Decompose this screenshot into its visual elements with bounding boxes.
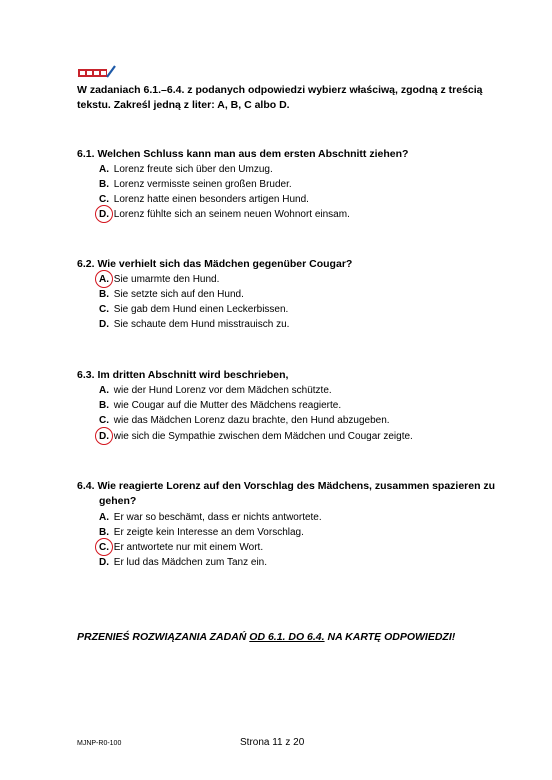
- option-letter: B.: [99, 179, 109, 190]
- question-6-3-title: [77, 368, 497, 383]
- question-number: 6.2.: [77, 258, 95, 270]
- option-6-4-a[interactable]: [99, 511, 322, 525]
- option-letter: D.: [99, 431, 109, 442]
- option-6-2-a[interactable]: [99, 273, 219, 287]
- option-text: wie der Hund Lorenz vor dem Mädchen schützte.: [113, 385, 332, 396]
- option-text: wie sich die Sympathie zwischen dem Mädchen und Cougar zeigte.: [113, 431, 413, 442]
- answer-circle: [95, 538, 113, 556]
- option-letter: D.: [99, 557, 109, 568]
- option-6-1-c[interactable]: [99, 193, 309, 207]
- option-6-2-c[interactable]: [99, 303, 288, 317]
- question-6-1-title: [77, 147, 497, 162]
- option-letter: C.: [99, 304, 109, 315]
- option-6-2-d[interactable]: [99, 318, 289, 332]
- note-part3: NA KARTĘ ODPOWIEDZI!: [324, 631, 456, 643]
- question-6-4-title: [77, 479, 497, 509]
- option-letter: C.: [99, 194, 109, 205]
- question-6-2-title: [77, 257, 497, 272]
- option-text: wie Cougar auf die Mutter des Mädchens reagierte.: [113, 400, 342, 411]
- note-part1: PRZENIEŚ ROZWIĄZANIA ZADAŃ: [77, 631, 250, 643]
- option-6-1-b[interactable]: [99, 178, 292, 192]
- question-number: 6.1.: [77, 148, 95, 160]
- option-6-4-d[interactable]: [99, 556, 267, 570]
- option-6-3-d[interactable]: [99, 430, 413, 444]
- option-6-3-a[interactable]: [99, 384, 332, 398]
- option-letter: B.: [99, 400, 109, 411]
- question-text-continued: gehen?: [99, 495, 137, 507]
- question-number: 6.4.: [77, 480, 95, 492]
- option-text: Er lud das Mädchen zum Tanz ein.: [113, 557, 268, 568]
- instruction-line1: W zadaniach 6.1.–6.4. z podanych odpowiedzi wybierz właściwą, zgodną z treścią: [77, 84, 483, 96]
- option-letter: C.: [99, 415, 109, 426]
- option-6-1-d[interactable]: [99, 208, 350, 222]
- exam-code: MJNP-R0-100: [77, 740, 122, 747]
- question-text: Wie reagierte Lorenz auf den Vorschlag des Mädchens, zusammen spazieren zu: [97, 480, 496, 492]
- transfer-answers-note: [77, 631, 487, 643]
- page-number: Strona 11 z 20: [240, 737, 305, 748]
- answer-circle: [95, 427, 113, 445]
- option-text: Lorenz freute sich über den Umzug.: [113, 164, 273, 175]
- question-text: Im dritten Abschnitt wird beschrieben,: [97, 369, 289, 381]
- option-letter: A.: [99, 385, 109, 396]
- option-text: Sie schaute dem Hund misstrauisch zu.: [113, 319, 290, 330]
- question-number: 6.3.: [77, 369, 95, 381]
- instruction-line2: tekstu. Zakreśl jedną z liter: A, B, C albo D.: [77, 99, 290, 111]
- option-text: Sie setzte sich auf den Hund.: [113, 289, 244, 300]
- option-letter: A.: [99, 274, 109, 285]
- option-text: Er war so beschämt, dass er nichts antwortete.: [113, 512, 322, 523]
- option-6-4-c[interactable]: [99, 541, 263, 555]
- option-6-3-c[interactable]: [99, 414, 390, 428]
- answer-circle: [95, 270, 113, 288]
- option-text: Sie umarmte den Hund.: [113, 274, 220, 285]
- exam-task-icon: [77, 65, 117, 79]
- option-6-3-b[interactable]: [99, 399, 341, 413]
- option-6-2-b[interactable]: [99, 288, 244, 302]
- option-letter: C.: [99, 542, 109, 553]
- option-text: Lorenz hatte einen besonders artigen Hund.: [113, 194, 309, 205]
- option-letter: D.: [99, 209, 109, 220]
- option-6-4-b[interactable]: [99, 526, 304, 540]
- option-text: Er zeigte kein Interesse an dem Vorschlag.: [113, 527, 304, 538]
- option-text: Sie gab dem Hund einen Leckerbissen.: [113, 304, 289, 315]
- option-text: Lorenz vermisste seinen großen Bruder.: [113, 179, 292, 190]
- question-text: Welchen Schluss kann man aus dem ersten Abschnitt ziehen?: [97, 148, 409, 160]
- option-text: wie das Mädchen Lorenz dazu brachte, den Hund abzugeben.: [113, 415, 390, 426]
- note-part2: OD 6.1. DO 6.4.: [249, 631, 325, 643]
- option-letter: B.: [99, 289, 109, 300]
- option-letter: B.: [99, 527, 109, 538]
- question-text: Wie verhielt sich das Mädchen gegenüber Cougar?: [97, 258, 353, 270]
- instruction: [77, 83, 487, 113]
- option-letter: D.: [99, 319, 109, 330]
- answer-circle: [95, 205, 113, 223]
- option-6-1-a[interactable]: [99, 163, 273, 177]
- option-letter: A.: [99, 164, 109, 175]
- option-letter: A.: [99, 512, 109, 523]
- option-text: Er antwortete nur mit einem Wort.: [113, 542, 264, 553]
- option-text: Lorenz fühlte sich an seinem neuen Wohnort einsam.: [113, 209, 350, 220]
